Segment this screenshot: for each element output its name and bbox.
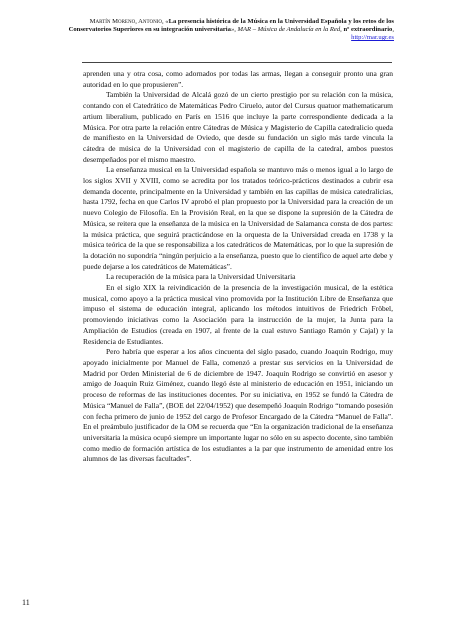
section-heading: La recuperación de la música para la Universidad Universitaria <box>106 272 296 282</box>
paragraph-xix: En el siglo XIX la reivindicación de la presencia de la investigación musical, de la estética musical, como apoyo a la práctica musical vino promovida por la Institución Libre de Enseñanza que impuso el sistema de educación integral, aplicando los métodos intuitivos de Friedrich Fröbel, promoviendo iniciativas como la Asociación para la instrucción de la mujer, la Junta para la Ampliación de Estudios (creada en 1907, al frente de la cual estuvo Santiago Ramón y Cajal) y la Residencia de Estudiantes. <box>83 283 393 346</box>
paragraph-rodrigo: Pero habría que esperar a los años cincuenta del siglo pasado, cuando Joaquín Rodrigo, muy apoyado inicialmente por Manuel de Falla, comenzó a prestar sus servicios en la Universidad de Madrid por Orden Ministerial de 6 de diciembre de 1947. Joaquín Rodrigo se convirtió en asesor y amigo de Joaquín Ruiz Giménez, cuando llegó éste al ministerio de educación en 1951, iniciando un proceso de reformas de las instituciones docentes. Por su iniciativa, en 1952 se fundó la Cátedra de Música “Manuel de Falla”, (BOE del 22/04/1952) que desempeñó Joaquín Rodrigo “tomando posesión con fecha primero de junio de 1952 del cargo de Profesor Encargado de la Cátedra “Manuel de Falla”. En el preámbulo justificador de la OM se recuerda que “En la organización tradicional de la enseñanza universitaria la música ocupó siempre un importante lugar no sólo en su aspecto docente, sino también como medio de formación artística de los estudiantes a la par que instrumento de amenidad entre los alumnos de las diversas facultades”. <box>83 347 393 464</box>
paragraph-alcala: También la Universidad de Alcalá gozó de un cierto prestigio por su relación con la música, contando con el Catedrático de Matemáticas Pedro Ciruelo, autor del Cursus quatuor mathematicarum artium liberalium, publicado en París en 1516 que incluye la parte correspondiente dedicada a la Música. Por otra parte la relación entre Cátedras de Música y Magisterio de Capilla catedralicio queda de manifiesto en la Universidad de Oviedo, que desde su fundación un siglo más tarde vincula la cátedra de música de la Universidad con el magisterio de capilla de la catedral, ambos puestos desempeñados por el mismo maestro. <box>83 90 393 164</box>
header-title-close: », <box>230 26 236 34</box>
paragraph-continued: aprenden una y otra cosa, como adornados por todas las armas, llegan a conseguir pronto una gran autoridad en lo que propusieren”. <box>83 69 393 89</box>
header-author: Martín Moreno, Antonio, <box>89 18 164 25</box>
header-article-title: La presencia histórica de la Música en la Universidad Española y los retos de los Conservatorios Superiores en su integración universitaria <box>68 18 394 34</box>
header-journal-link[interactable]: http://mar.ugr.es <box>351 34 394 42</box>
header-journal: MAR – Música de Andalucía en la Red, <box>235 26 344 34</box>
header-divider <box>82 62 392 63</box>
page-number: 11 <box>22 598 30 607</box>
header-link-prefix: , <box>392 26 394 34</box>
paragraph-xvii-xviii: La enseñanza musical en la Universidad española se mantuvo más o menos igual a lo largo de los siglos XVII y XVIII, como se acredita por los tratados teórico-prácticos destinados a cubrir esa demanda docente, principalmente en la Universidad y también en las capillas de música catedralicias, hasta 1792, fecha en que Carlos IV aprobó el plan propuesto por la Universidad para la creación de un nuevo Colegio de Filosofía. En la Provisión Real, en la que se dispone la supresión de la Cátedra de Música, se reitera que la enseñanza de la música en la Universidad de Salamanca consta de dos partes: la música práctica, que seguirá practicándose en la orquesta de la Universidad creada en 1738 y la música teórica de la que se responsabiliza a los catedráticos de Matemáticas, por lo que la supresión de la dotación no supondría “ningún perjuicio a la enseñanza, puesto que lo científico de aquel arte debe y puede dejarse a los catedráticos de Matemáticas”. <box>83 165 393 271</box>
article-body <box>83 69 393 465</box>
header-issue: nº extraordinario <box>343 26 393 34</box>
running-header <box>52 18 394 43</box>
header-title-open: « <box>163 18 169 25</box>
